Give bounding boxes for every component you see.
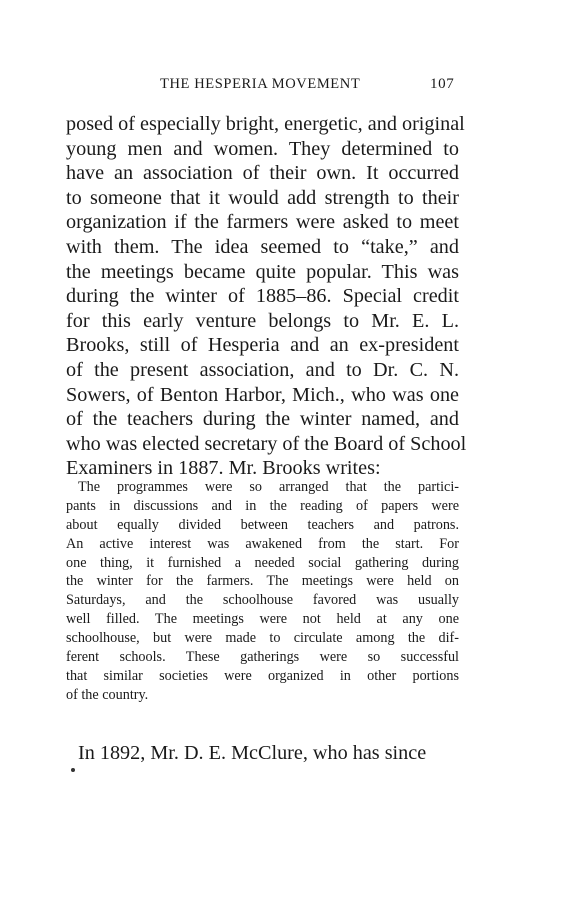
page-number: 107 <box>430 76 455 92</box>
text-line: with them. The idea seemed to “take,” and <box>66 235 459 258</box>
running-head: THE HESPERIA MOVEMENT <box>160 76 361 92</box>
ink-spot <box>71 768 75 772</box>
text-line: the meetings became quite popular. This was <box>66 260 459 283</box>
text-line: Sowers, of Benton Harbor, Mich., who was one <box>66 383 459 406</box>
page-header <box>0 76 576 100</box>
text-line: Examiners in 1887. Mr. Brooks writes: <box>66 457 381 480</box>
quote-line: that similar societies were organized in other portions <box>66 667 459 684</box>
quote-line: the winter for the farmers. The meetings were held on <box>66 573 459 590</box>
quote-line: one thing, it furnished a needed social gathering during <box>66 554 459 571</box>
quote-line: An active interest was awakened from the start. For <box>66 535 459 552</box>
text-line: Brooks, still of Hesperia and an ex-president <box>66 334 459 357</box>
text-line: have an association of their own. It occurred <box>66 162 459 185</box>
text-line: of the present association, and to Dr. C. N. <box>66 358 459 381</box>
quote-line: ferent schools. These gatherings were so successful <box>66 649 459 666</box>
text-line: for this early venture belongs to Mr. E. L. <box>66 309 459 332</box>
quote-line: of the country. <box>66 686 149 703</box>
closing-paragraph <box>66 741 459 766</box>
block-quote <box>66 478 459 705</box>
quote-line: pants in discussions and in the reading of papers were <box>66 497 459 514</box>
quote-line: schoolhouse, but were made to circulate among the dif- <box>66 630 459 647</box>
body-paragraph <box>66 112 467 481</box>
text-line: of the teachers during the winter named, and <box>66 408 459 431</box>
text-line: young men and women. They determined to <box>66 137 459 160</box>
quote-line: well filled. The meetings were not held at any one <box>66 611 459 628</box>
text-line: who was elected secretary of the Board of School <box>66 432 467 455</box>
quote-line: about equally divided between teachers and patrons. <box>66 516 459 533</box>
quote-line: Saturdays, and the schoolhouse favored was usually <box>66 592 459 609</box>
text-line: In 1892, Mr. D. E. McClure, who has since <box>78 742 427 764</box>
quote-line: The programmes were so arranged that the partici- <box>78 479 459 495</box>
text-line: during the winter of 1885–86. Special credit <box>66 285 459 308</box>
text-line: organization if the farmers were asked to meet <box>66 211 459 234</box>
text-line: to someone that it would add strength to their <box>66 186 459 209</box>
text-line: posed of especially bright, energetic, and original <box>66 113 465 135</box>
